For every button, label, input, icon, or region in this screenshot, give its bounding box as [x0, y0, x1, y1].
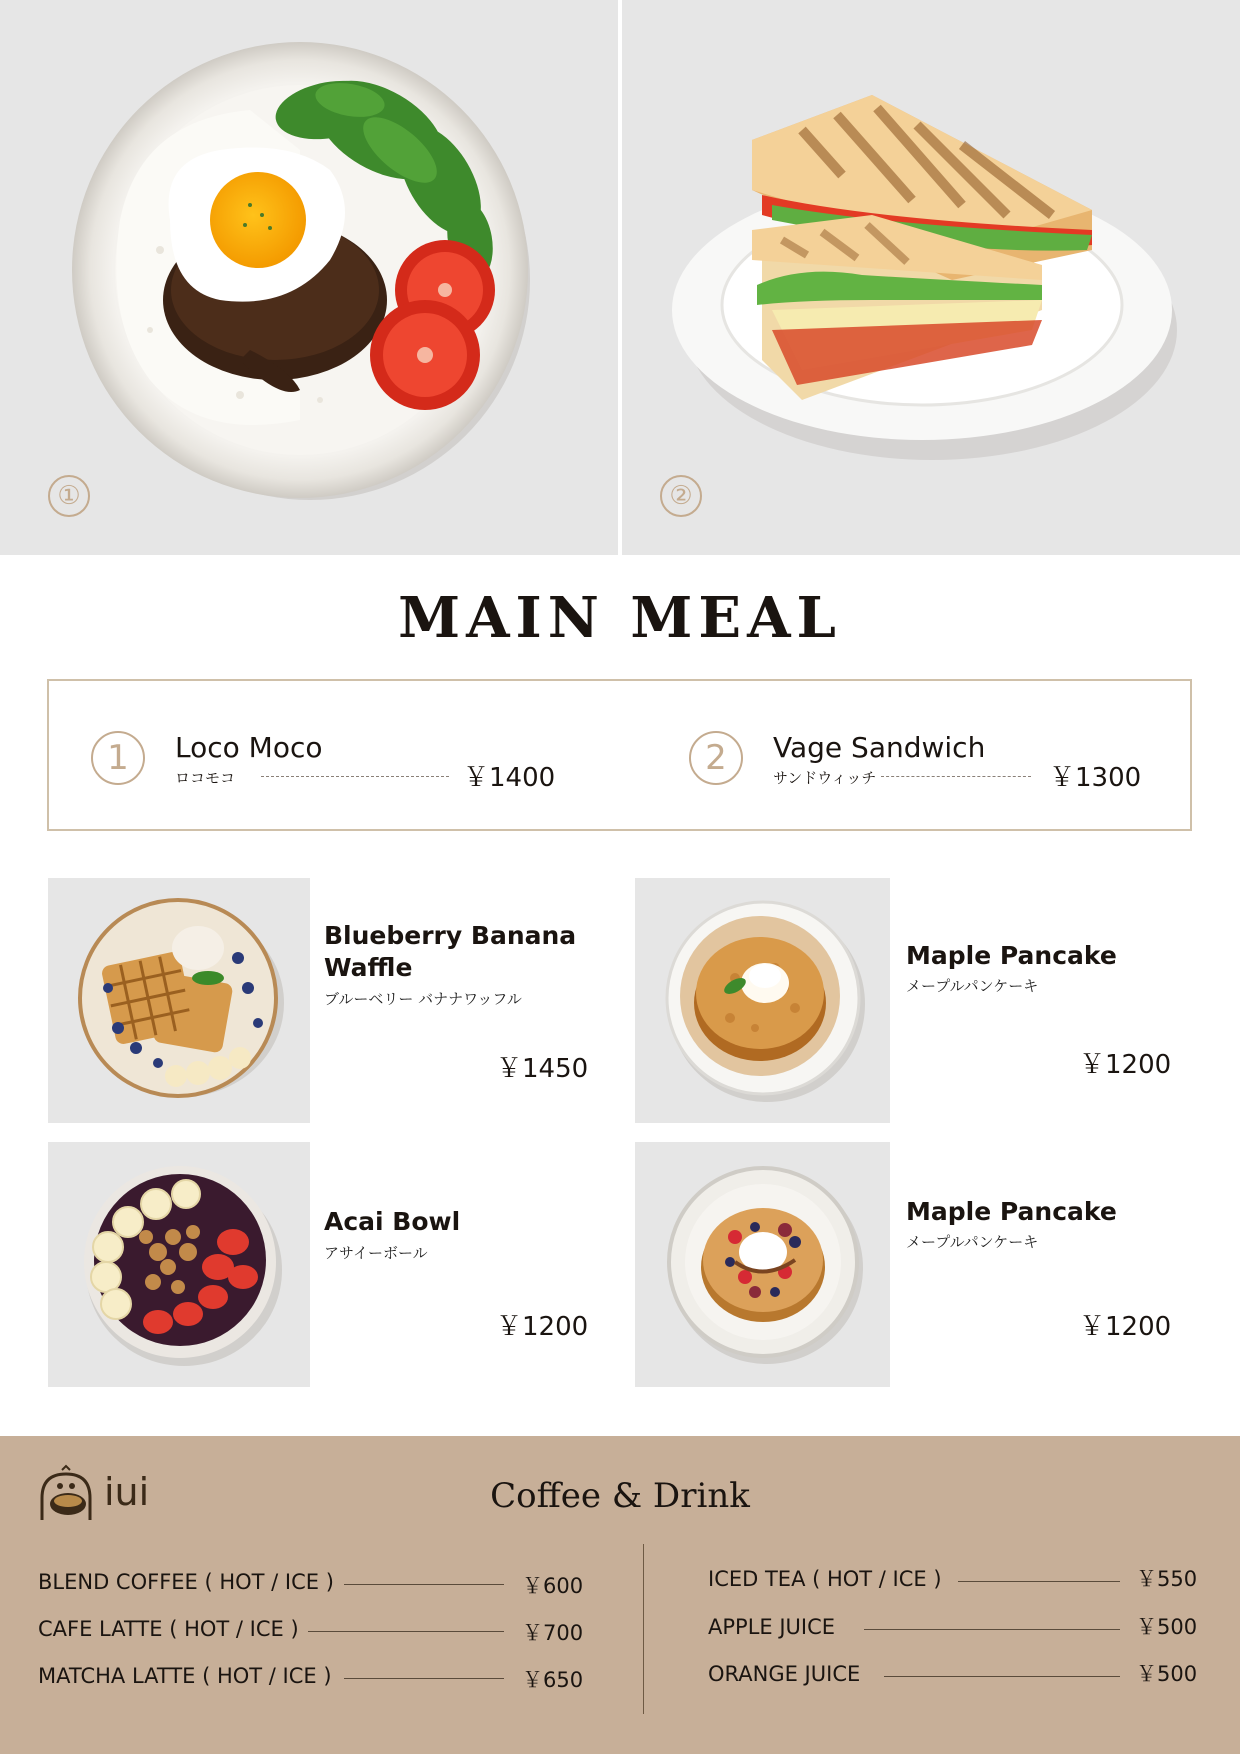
item-name-jp: ブルーベリー バナナワッフル: [324, 990, 522, 1008]
drink-row: [708, 1662, 1198, 1692]
drink-price: ￥500: [1136, 1615, 1198, 1639]
featured-price: ￥1300: [1049, 763, 1142, 793]
menu-item-acai-bowl: [48, 1142, 608, 1387]
featured-item-vage-sandwich: [689, 731, 1149, 801]
leader-line: [884, 1676, 1120, 1677]
leader-dots: [261, 776, 449, 777]
drink-name: ICED TEA ( HOT / ICE ): [708, 1567, 942, 1591]
drink-price: ￥500: [1136, 1662, 1198, 1686]
featured-item-loco-moco: [91, 731, 556, 801]
item-name-jp: アサイーボール: [324, 1244, 428, 1262]
leader-dots: [881, 776, 1031, 777]
drink-row: [38, 1570, 584, 1600]
loco-moco-photo: [0, 0, 618, 555]
featured-menu-box: [47, 679, 1192, 831]
item-price: ￥1450: [496, 1054, 589, 1084]
item-name: Maple Pancake: [906, 1197, 1117, 1226]
leader-line: [344, 1678, 504, 1679]
pancake-photo: [635, 878, 890, 1123]
leader-line: [344, 1584, 504, 1585]
drinks-section: [0, 1436, 1240, 1754]
featured-name-jp: ロコモコ: [175, 769, 236, 787]
featured-name: Vage Sandwich: [773, 731, 986, 764]
logo-text: iui: [104, 1470, 150, 1514]
acai-photo: [48, 1142, 310, 1387]
item-name: Blueberry Banana: [324, 921, 577, 950]
loco-moco-image: [0, 0, 618, 555]
featured-name-jp: サンドウィッチ: [773, 769, 877, 787]
page-title: MAIN MEAL: [398, 585, 842, 651]
leader-line: [958, 1581, 1120, 1582]
drink-row: [708, 1615, 1198, 1645]
drink-name: BLEND COFFEE ( HOT / ICE ): [38, 1570, 334, 1594]
hero-number-1: ①: [48, 475, 90, 517]
item-name: Maple Pancake: [906, 941, 1117, 970]
acai-image: [48, 1142, 310, 1387]
column-divider: [643, 1544, 644, 1714]
item-name-jp: メープルパンケーキ: [906, 1233, 1039, 1251]
featured-price: ￥1400: [463, 763, 556, 793]
item-price: ￥1200: [496, 1312, 589, 1342]
hero-number-2: ②: [660, 475, 702, 517]
leader-line: [308, 1631, 504, 1632]
drink-name: ORANGE JUICE: [708, 1662, 861, 1686]
drink-name: APPLE JUICE: [708, 1615, 836, 1639]
drink-price: ￥550: [1136, 1567, 1198, 1591]
menu-item-berry-pancake: [635, 1142, 1195, 1387]
drink-row: [708, 1567, 1198, 1597]
drink-price: ￥700: [522, 1621, 584, 1645]
featured-number: 2: [689, 731, 743, 785]
berry-pancake-image: [635, 1142, 890, 1387]
item-name: Acai Bowl: [324, 1207, 461, 1236]
drink-price: ￥650: [522, 1668, 584, 1692]
item-name-jp: メープルパンケーキ: [906, 977, 1039, 995]
drink-name: CAFE LATTE ( HOT / ICE ): [38, 1617, 299, 1641]
item-name-line2: Waffle: [324, 953, 413, 982]
sandwich-image: [622, 0, 1240, 555]
item-price: ￥1200: [1079, 1312, 1172, 1342]
drink-row: [38, 1617, 584, 1647]
item-price: ￥1200: [1079, 1050, 1172, 1080]
menu-item-maple-pancake: [635, 878, 1195, 1123]
drink-price: ￥600: [522, 1574, 584, 1598]
leader-line: [864, 1629, 1120, 1630]
pancake-image: [635, 878, 890, 1123]
drink-row: [38, 1664, 584, 1694]
sandwich-photo: [622, 0, 1240, 555]
drink-name: MATCHA LATTE ( HOT / ICE ): [38, 1664, 332, 1688]
berry-pancake-photo: [635, 1142, 890, 1387]
waffle-image: [48, 878, 310, 1123]
featured-number: 1: [91, 731, 145, 785]
featured-name: Loco Moco: [175, 731, 323, 764]
menu-item-waffle: [48, 878, 608, 1123]
waffle-photo: [48, 878, 310, 1123]
drinks-title: Coffee & Drink: [490, 1476, 750, 1516]
